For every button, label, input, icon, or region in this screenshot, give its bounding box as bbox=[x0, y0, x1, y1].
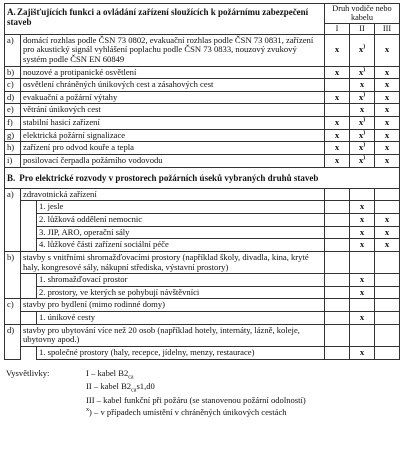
footnote-ref: ) bbox=[363, 91, 366, 98]
mark-cell bbox=[325, 79, 350, 92]
mark-cell bbox=[325, 251, 350, 273]
mark-cell bbox=[350, 91, 375, 104]
indent-cell bbox=[21, 346, 37, 359]
table-row bbox=[5, 346, 400, 359]
footnote-ref: ) bbox=[363, 44, 366, 51]
table-row bbox=[5, 226, 400, 239]
table-row bbox=[5, 251, 400, 273]
mark-cell bbox=[375, 226, 400, 239]
mark: x bbox=[359, 239, 365, 250]
mark-cell bbox=[375, 66, 400, 79]
group-text: zdravotnická zařízení bbox=[21, 188, 325, 201]
row-key: i) bbox=[5, 154, 21, 167]
mark-cell bbox=[325, 226, 350, 239]
table-row bbox=[5, 91, 400, 104]
row-key: d) bbox=[5, 91, 21, 104]
mark-cell bbox=[375, 154, 400, 167]
item-text: 3. JIP, ARO, operační sály bbox=[37, 226, 325, 239]
mark: x bbox=[359, 274, 365, 285]
mark: x bbox=[384, 79, 390, 90]
mark-cell bbox=[325, 188, 350, 201]
table-row bbox=[5, 129, 400, 142]
table-row bbox=[5, 324, 400, 346]
mark: x bbox=[334, 91, 340, 102]
indent-cell bbox=[21, 312, 37, 325]
footnote-ref: ) bbox=[363, 154, 366, 161]
mark: x bbox=[358, 154, 364, 165]
row-key: b) bbox=[5, 66, 21, 79]
mark: x bbox=[358, 142, 364, 153]
indent-cell bbox=[21, 274, 37, 287]
mark: x bbox=[384, 44, 390, 55]
column-header: III bbox=[375, 24, 400, 34]
mark: x bbox=[359, 104, 365, 115]
legend bbox=[4, 368, 399, 419]
mark-cell bbox=[325, 214, 350, 227]
mark: x bbox=[334, 44, 340, 55]
mark-cell bbox=[375, 129, 400, 142]
mark-cell bbox=[325, 239, 350, 252]
row-text: elektrická požární signalizace bbox=[21, 129, 325, 142]
indent-cell bbox=[21, 239, 37, 252]
table-row bbox=[5, 104, 400, 117]
table-row bbox=[5, 154, 400, 167]
section-a-letter: A. bbox=[7, 7, 16, 17]
row-text: evakuační a požární výtahy bbox=[21, 91, 325, 104]
mark-cell bbox=[325, 129, 350, 142]
mark-cell bbox=[350, 117, 375, 130]
mark: x bbox=[359, 346, 365, 357]
document bbox=[4, 3, 399, 418]
mark-cell bbox=[350, 34, 375, 66]
table-row bbox=[5, 201, 400, 214]
indent-cell bbox=[21, 214, 37, 227]
mark: x bbox=[334, 154, 340, 165]
legend-line-1: I – kabel $B2_{ca}$ bbox=[86, 367, 134, 381]
section-a-title-cell bbox=[5, 4, 325, 35]
mark-cell bbox=[375, 34, 400, 66]
mark-cell bbox=[325, 312, 350, 325]
mark: x bbox=[358, 129, 364, 140]
mark: x bbox=[359, 214, 365, 225]
group-key: b) bbox=[5, 251, 21, 299]
mark-cell bbox=[375, 91, 400, 104]
mark-cell bbox=[375, 104, 400, 117]
group-text: stavby pro ubytování více než 20 osob (například hotely, internáty, lázně, koleje, ubytovny apod.) bbox=[21, 324, 325, 346]
row-text: větrání únikových cest bbox=[21, 104, 325, 117]
mark-cell bbox=[350, 274, 375, 287]
mark: x bbox=[384, 142, 390, 153]
mark-cell bbox=[325, 201, 350, 214]
mark: x bbox=[384, 91, 390, 102]
mark: x bbox=[334, 142, 340, 153]
legend-line-2: II – kabel $B2_{ca}s1,d0$ bbox=[86, 381, 155, 395]
mark-cell bbox=[325, 104, 350, 117]
table-row bbox=[5, 188, 400, 201]
item-text: 4. lůžkové části zařízení sociální péče bbox=[37, 239, 325, 252]
group-key: a) bbox=[5, 188, 21, 251]
group-key: c) bbox=[5, 299, 21, 324]
table-row bbox=[5, 286, 400, 299]
mark: x bbox=[358, 91, 364, 102]
table-row bbox=[5, 34, 400, 66]
item-text: 2. lůžková oddělení nemocnic bbox=[37, 214, 325, 227]
section-b-letter: B. bbox=[7, 172, 16, 183]
section-b-title: Pro elektrické rozvody v prostorech požárních úseků vybraných druhů staveb bbox=[19, 172, 319, 183]
row-text: domácí rozhlas podle ČSN 73 0802, evakuační rozhlas podle ČSN 73 0831, zařízení pro akustický signál vyhlášení poplachu podle ČSN 73 0833, nouzový zvukový systém podle ČSN EN 60849 bbox=[21, 34, 325, 66]
indent-cell bbox=[21, 201, 37, 214]
table-row bbox=[5, 79, 400, 92]
mark-cell bbox=[375, 142, 400, 155]
footnote-ref: ) bbox=[363, 142, 366, 149]
item-text: 1. společné prostory (haly, recepce, jídelny, menzy, restaurace) bbox=[37, 346, 325, 359]
mark-cell bbox=[325, 346, 350, 359]
item-text: 1. únikové cesty bbox=[37, 312, 325, 325]
group-key: d) bbox=[5, 324, 21, 359]
row-text: nouzové a protipanické osvětlení bbox=[21, 66, 325, 79]
mark-cell bbox=[325, 274, 350, 287]
mark: x bbox=[359, 226, 365, 237]
mark: x bbox=[334, 129, 340, 140]
legend-label: Vysvětlivky: bbox=[6, 367, 50, 378]
row-key: a) bbox=[5, 34, 21, 66]
mark-cell bbox=[325, 299, 350, 312]
footnote-ref: ) bbox=[363, 66, 366, 73]
row-text: zařízení pro odvod kouře a tepla bbox=[21, 142, 325, 155]
mark-cell bbox=[325, 66, 350, 79]
column-group-header: Druh vodiče nebo kabelu bbox=[325, 4, 400, 24]
footnote-ref: ) bbox=[363, 129, 366, 136]
mark-cell bbox=[375, 239, 400, 252]
mark: x bbox=[359, 79, 365, 90]
row-text: posilovací čerpadla požárního vodovodu bbox=[21, 154, 325, 167]
table-row bbox=[5, 214, 400, 227]
mark-cell bbox=[375, 79, 400, 92]
indent-cell bbox=[21, 226, 37, 239]
mark-cell bbox=[375, 312, 400, 325]
mark-cell bbox=[350, 129, 375, 142]
table-row bbox=[5, 299, 400, 312]
table-row bbox=[5, 117, 400, 130]
mark-cell bbox=[325, 117, 350, 130]
section-a-title: Zajišťujících funkci a ovládání zařízení sloužících k požárnímu zabezpečení staveb bbox=[7, 7, 309, 28]
mark: x bbox=[384, 117, 390, 128]
group-text: stavby s vnitřními shromažďovacími prostory (například školy, divadla, kina, kryté haly, kongresové sály, nákupní střediska, výstavní prostory) bbox=[21, 251, 325, 273]
mark: x bbox=[358, 44, 364, 55]
mark: x bbox=[384, 129, 390, 140]
mark: x bbox=[358, 117, 364, 128]
section-a-table bbox=[4, 3, 400, 168]
row-key: h) bbox=[5, 142, 21, 155]
mark-cell bbox=[325, 34, 350, 66]
mark-cell bbox=[350, 239, 375, 252]
mark-cell bbox=[375, 214, 400, 227]
mark-cell bbox=[375, 299, 400, 312]
mark-cell bbox=[350, 188, 375, 201]
mark-cell bbox=[350, 154, 375, 167]
mark-cell bbox=[375, 117, 400, 130]
mark-cell bbox=[375, 346, 400, 359]
item-text: 1. shromažďovací prostor bbox=[37, 274, 325, 287]
row-text: stabilní hasicí zařízení bbox=[21, 117, 325, 130]
mark-cell bbox=[325, 91, 350, 104]
legend-line-3: III – kabel funkční při požáru (se stanovenou požární odolností) bbox=[86, 395, 306, 406]
mark-cell bbox=[350, 299, 375, 312]
mark: x bbox=[359, 201, 365, 212]
mark: x bbox=[384, 66, 390, 77]
column-header: II bbox=[350, 24, 375, 34]
item-text: 1. jesle bbox=[37, 201, 325, 214]
mark: x bbox=[359, 286, 365, 297]
mark-cell bbox=[350, 226, 375, 239]
row-key: c) bbox=[5, 79, 21, 92]
item-text: 2. prostory, ve kterých se pohybují návštěvníci bbox=[37, 286, 325, 299]
mark: x bbox=[334, 66, 340, 77]
mark-cell bbox=[375, 274, 400, 287]
mark: x bbox=[384, 154, 390, 165]
mark-cell bbox=[325, 154, 350, 167]
mark-cell bbox=[325, 324, 350, 346]
section-b-table bbox=[4, 167, 400, 360]
mark: x bbox=[359, 312, 365, 323]
table-row bbox=[5, 274, 400, 287]
mark: x bbox=[358, 66, 364, 77]
mark-cell bbox=[375, 286, 400, 299]
mark-cell bbox=[375, 201, 400, 214]
mark-cell bbox=[350, 214, 375, 227]
mark-cell bbox=[350, 286, 375, 299]
mark-cell bbox=[375, 251, 400, 273]
legend-line-4: $^x$) – v případech umístění v chráněných únikových cestách bbox=[86, 406, 287, 417]
mark-cell bbox=[350, 142, 375, 155]
table-row bbox=[5, 312, 400, 325]
table-row bbox=[5, 239, 400, 252]
footnote-ref: ) bbox=[363, 117, 366, 124]
row-text: osvětlení chráněných únikových cest a zásahových cest bbox=[21, 79, 325, 92]
mark-cell bbox=[350, 104, 375, 117]
mark-cell bbox=[350, 79, 375, 92]
table-row bbox=[5, 142, 400, 155]
mark-cell bbox=[325, 286, 350, 299]
mark: x bbox=[384, 104, 390, 115]
table-row bbox=[5, 66, 400, 79]
section-b-title-cell bbox=[5, 167, 400, 188]
indent-cell bbox=[21, 286, 37, 299]
mark-cell bbox=[350, 324, 375, 346]
mark-cell bbox=[350, 312, 375, 325]
mark-cell bbox=[375, 188, 400, 201]
mark-cell bbox=[350, 66, 375, 79]
mark: x bbox=[384, 239, 390, 250]
group-text: stavby pro bydlení (mimo rodinné domy) bbox=[21, 299, 325, 312]
mark-cell bbox=[350, 346, 375, 359]
row-key: g) bbox=[5, 129, 21, 142]
mark: x bbox=[334, 117, 340, 128]
mark: x bbox=[384, 226, 390, 237]
mark-cell bbox=[350, 201, 375, 214]
column-header: I bbox=[325, 24, 350, 34]
row-key: f) bbox=[5, 117, 21, 130]
mark-cell bbox=[325, 142, 350, 155]
mark: x bbox=[384, 214, 390, 225]
mark-cell bbox=[375, 324, 400, 346]
row-key: e) bbox=[5, 104, 21, 117]
mark-cell bbox=[350, 251, 375, 273]
